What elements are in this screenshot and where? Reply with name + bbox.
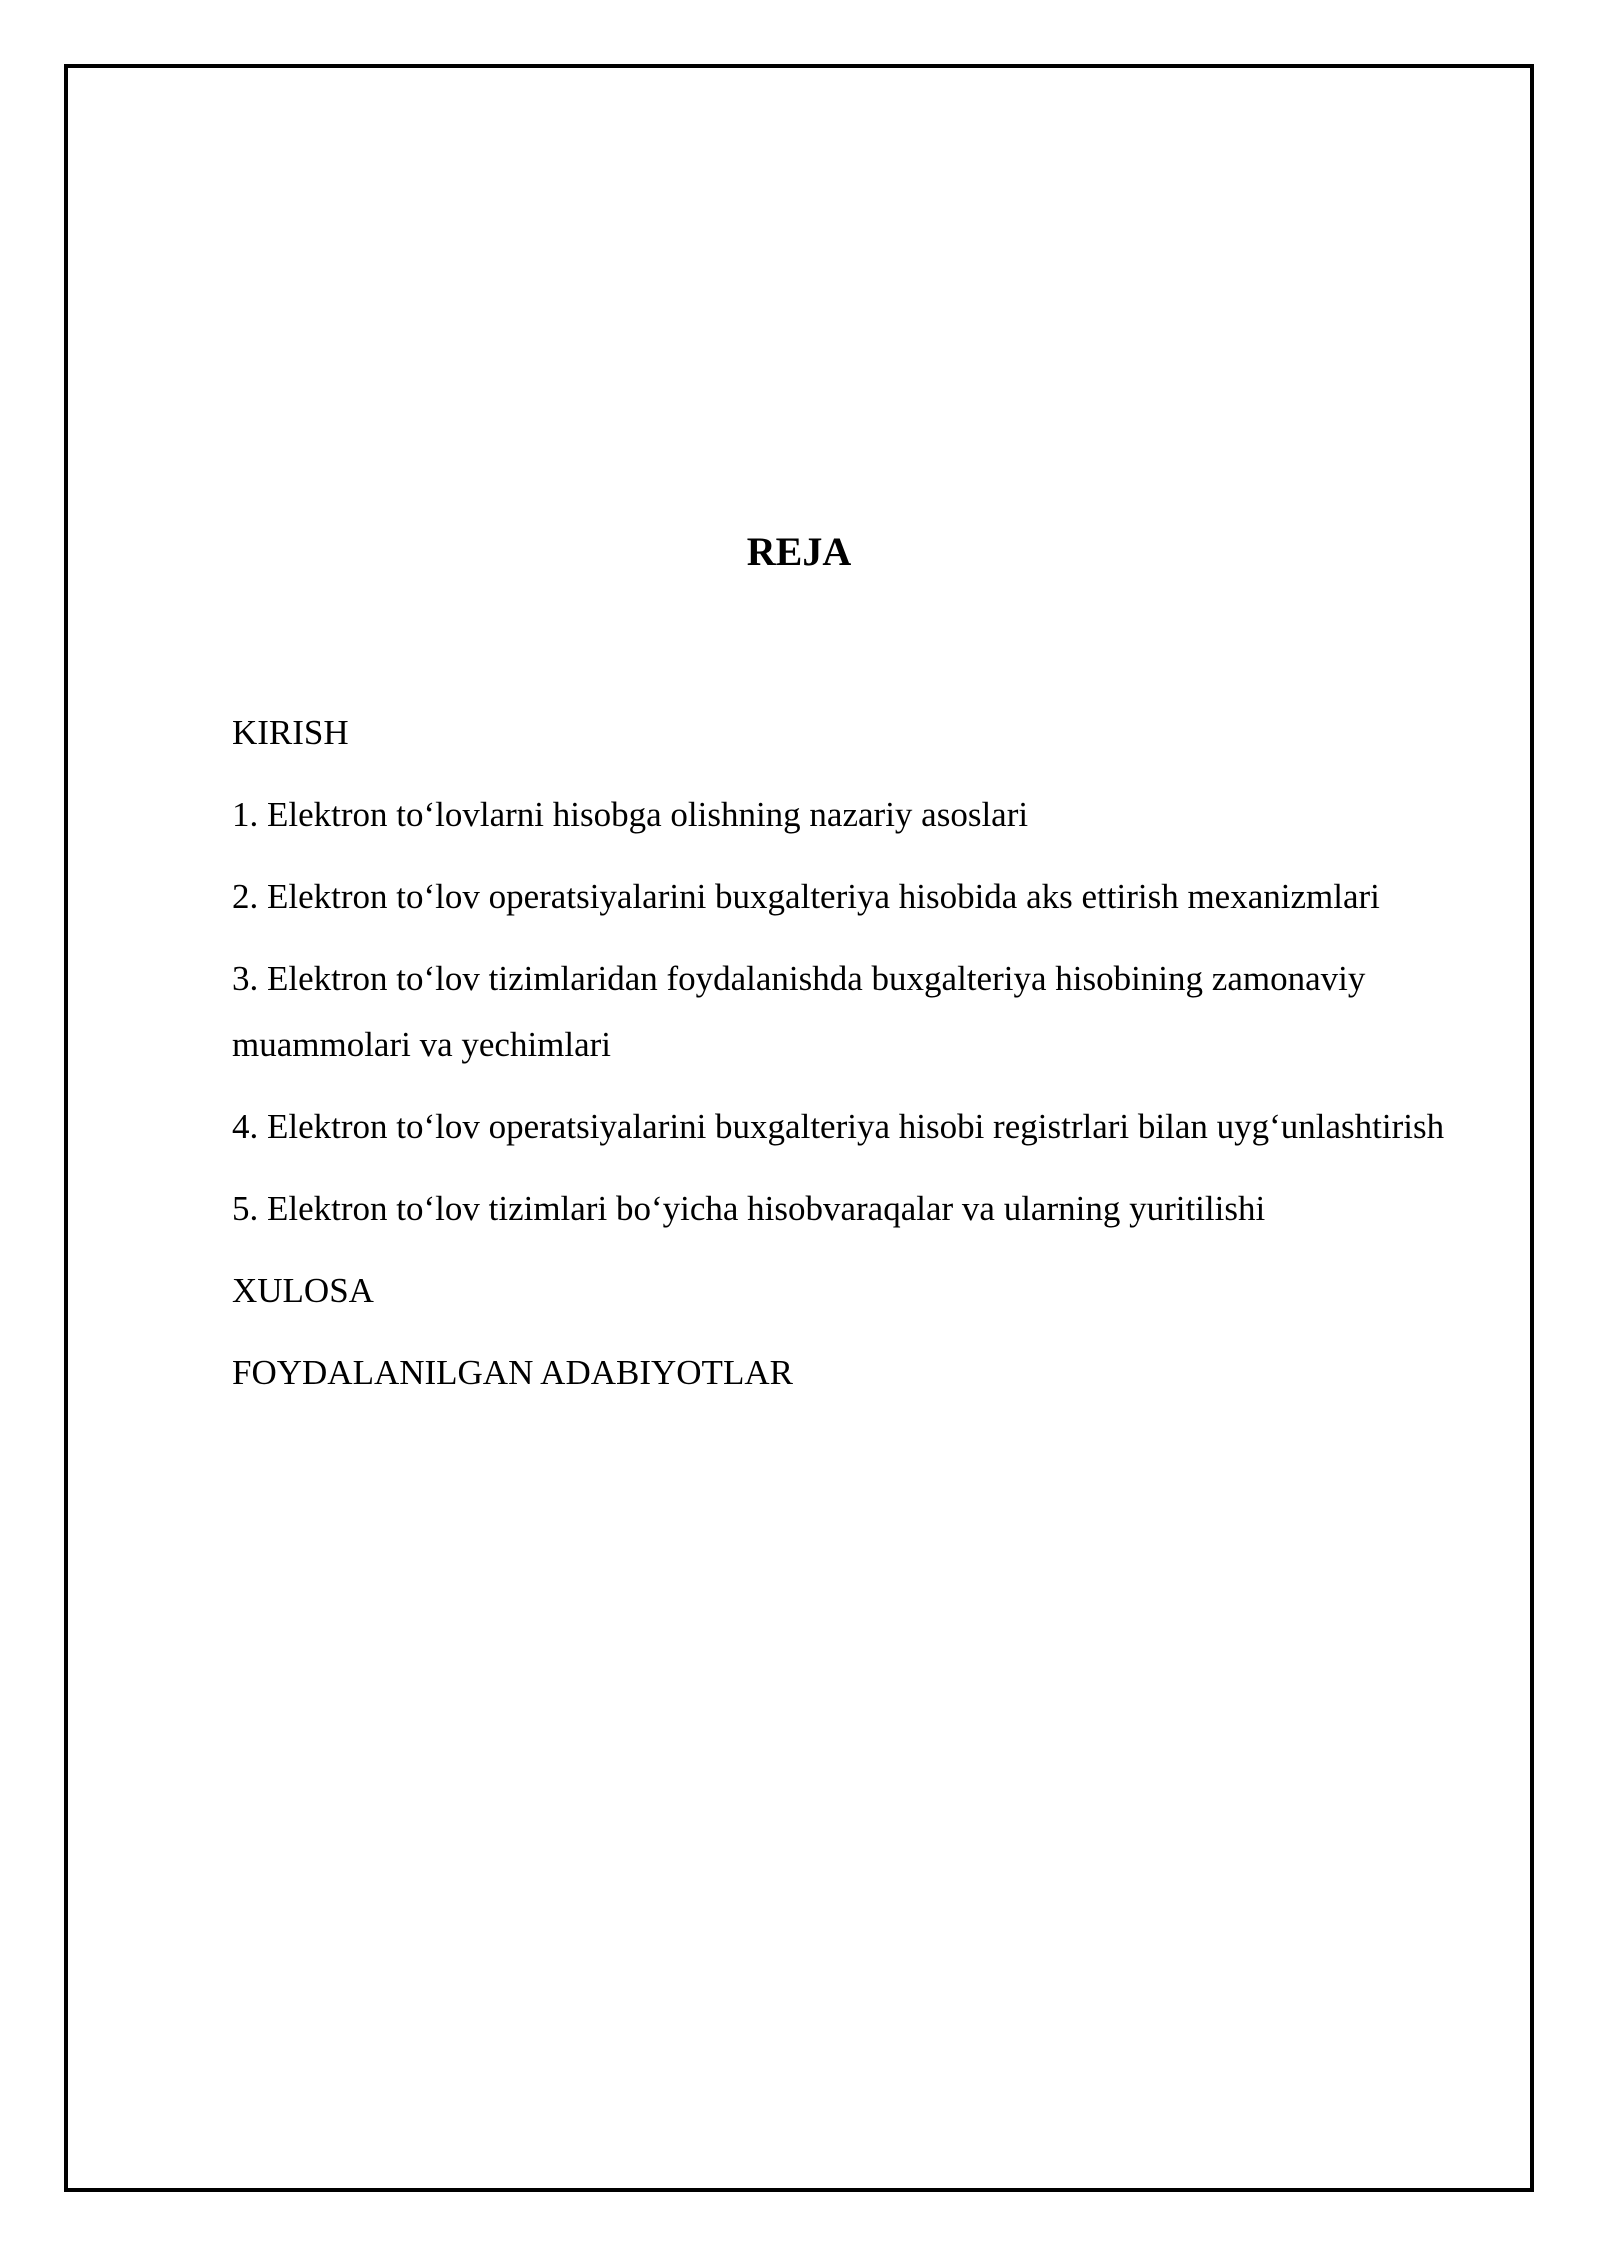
plan-item-4: 4. Elektron to‘lov operatsiyalarini buxgalteriya hisobi registrlari bilan uyg‘unlashtirish: [232, 1107, 1445, 1146]
plan-list: [232, 700, 1532, 1422]
plan-item-conclusion: XULOSA: [232, 1271, 374, 1310]
page-title: REJA: [746, 529, 852, 574]
plan-item-3: 3. Elektron to‘lov tizimlaridan foydalanishda buxgalteriya hisobining zamonaviy muammolari va yechimlari: [232, 959, 1366, 1064]
page-frame: [64, 64, 1534, 2192]
plan-item-5: 5. Elektron to‘lov tizimlari bo‘yicha hisobvaraqalar va ularning yuritilishi: [232, 1189, 1266, 1228]
plan-item-intro: KIRISH: [232, 713, 349, 752]
plan-item-references: FOYDALANILGAN ADABIYOTLAR: [232, 1353, 793, 1392]
plan-item-1: 1. Elektron to‘lovlarni hisobga olishning nazariy asoslari: [232, 795, 1029, 834]
plan-item-2: 2. Elektron to‘lov operatsiyalarini buxgalteriya hisobida aks ettirish mexanizmlari: [232, 877, 1380, 916]
